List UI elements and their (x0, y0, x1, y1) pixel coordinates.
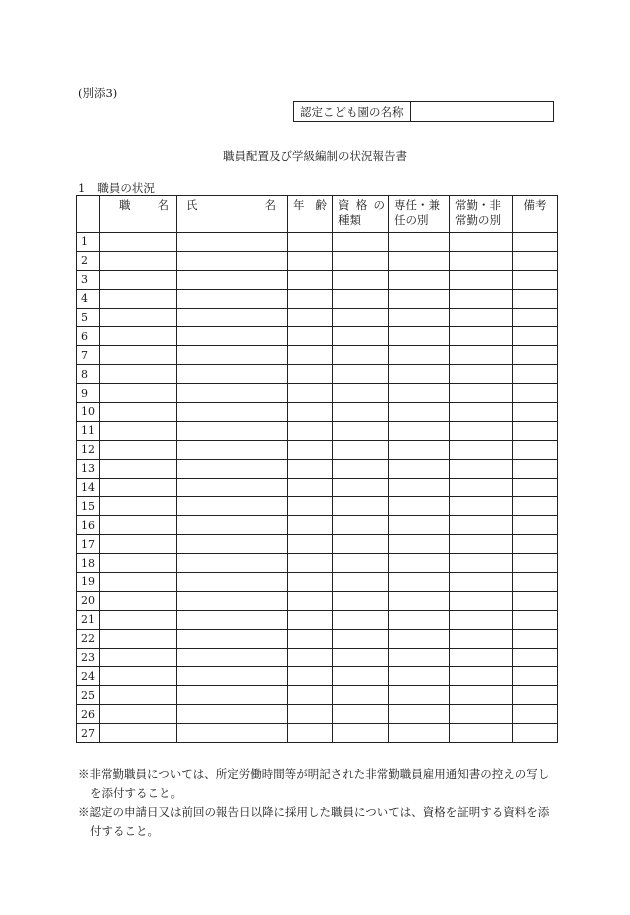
remarks-cell[interactable] (513, 573, 558, 592)
qualification-cell[interactable] (333, 270, 389, 289)
remarks-cell[interactable] (513, 270, 558, 289)
document-title: 職員配置及び学級編制の状況報告書 (223, 149, 407, 163)
table-row (77, 516, 558, 535)
position-cell[interactable] (100, 591, 177, 610)
fulltime-cell[interactable] (389, 667, 450, 686)
position-cell[interactable] (100, 705, 177, 724)
age-cell[interactable] (288, 591, 333, 610)
age-cell[interactable] (288, 573, 333, 592)
row-number: 6 (77, 327, 100, 346)
qualification-cell[interactable] (333, 686, 389, 705)
table-row (77, 478, 558, 497)
table-row (77, 497, 558, 516)
age-cell[interactable] (288, 308, 333, 327)
row-number: 22 (77, 629, 100, 648)
note-new-hires: ※認定の申請日又は前回の報告日以降に採用した職員については、資格を証明する資料を添付すること。 (78, 805, 550, 838)
qualification-cell[interactable] (333, 308, 389, 327)
table-row (77, 251, 558, 270)
name-cell[interactable] (177, 667, 288, 686)
remarks-cell[interactable] (513, 346, 558, 365)
fulltime-cell[interactable] (389, 648, 450, 667)
row-number: 19 (77, 573, 100, 592)
remarks-cell[interactable] (513, 365, 558, 384)
header-index (77, 196, 100, 233)
qualification-cell[interactable] (333, 648, 389, 667)
position-cell[interactable] (100, 610, 177, 629)
name-cell[interactable] (177, 440, 288, 459)
fulltime-cell[interactable] (389, 535, 450, 554)
fulltime-cell[interactable] (389, 308, 450, 327)
position-cell[interactable] (100, 384, 177, 403)
fulltime-cell[interactable] (389, 516, 450, 535)
table-row (77, 421, 558, 440)
section-title: 職員の状況 (97, 181, 155, 195)
qualification-cell[interactable] (333, 516, 389, 535)
name-cell[interactable] (177, 289, 288, 308)
row-number: 23 (77, 648, 100, 667)
qualification-cell[interactable] (333, 667, 389, 686)
row-number: 9 (77, 384, 100, 403)
qualification-cell[interactable] (333, 289, 389, 308)
section-number: 1 (78, 181, 86, 195)
fulltime-cell[interactable] (389, 629, 450, 648)
position-cell[interactable] (100, 648, 177, 667)
remarks-cell[interactable] (513, 440, 558, 459)
remarks-cell[interactable] (513, 686, 558, 705)
remarks-cell[interactable] (513, 251, 558, 270)
position-cell[interactable] (100, 667, 177, 686)
qualification-cell[interactable] (333, 459, 389, 478)
row-number: 14 (77, 478, 100, 497)
qualification-cell[interactable] (333, 573, 389, 592)
remarks-cell[interactable] (513, 610, 558, 629)
position-cell[interactable] (100, 686, 177, 705)
position-cell[interactable] (100, 573, 177, 592)
row-number: 13 (77, 459, 100, 478)
qualification-cell[interactable] (333, 724, 389, 743)
name-cell[interactable] (177, 497, 288, 516)
header-name: 氏 名 (177, 196, 288, 233)
name-cell[interactable] (177, 384, 288, 403)
table-row (77, 403, 558, 422)
table-row (77, 648, 558, 667)
remarks-cell[interactable] (513, 421, 558, 440)
age-cell[interactable] (288, 270, 333, 289)
position-cell[interactable] (100, 535, 177, 554)
remarks-cell[interactable] (513, 459, 558, 478)
age-cell[interactable] (288, 686, 333, 705)
regular-cell[interactable] (450, 648, 513, 667)
row-number: 25 (77, 686, 100, 705)
fulltime-cell[interactable] (389, 610, 450, 629)
fulltime-cell[interactable] (389, 421, 450, 440)
note-part-time: ※非常勤職員については、所定労働時間等が明記された非常勤職員雇用通知書の控えの写しを添付すること。 (78, 767, 550, 800)
regular-cell[interactable] (450, 554, 513, 573)
age-cell[interactable] (288, 459, 333, 478)
regular-cell[interactable] (450, 421, 513, 440)
age-cell[interactable] (288, 440, 333, 459)
position-cell[interactable] (100, 403, 177, 422)
fulltime-cell[interactable] (389, 724, 450, 743)
regular-cell[interactable] (450, 308, 513, 327)
regular-cell[interactable] (450, 516, 513, 535)
row-number: 10 (77, 403, 100, 422)
regular-cell[interactable] (450, 365, 513, 384)
age-cell[interactable] (288, 667, 333, 686)
name-cell[interactable] (177, 535, 288, 554)
table-row (77, 459, 558, 478)
row-number: 27 (77, 724, 100, 743)
fulltime-cell[interactable] (389, 289, 450, 308)
fulltime-cell[interactable] (389, 384, 450, 403)
row-number: 18 (77, 554, 100, 573)
position-cell[interactable] (100, 289, 177, 308)
row-number: 3 (77, 270, 100, 289)
row-number: 4 (77, 289, 100, 308)
notes (78, 765, 558, 841)
age-cell[interactable] (288, 705, 333, 724)
qualification-cell[interactable] (333, 365, 389, 384)
facility-name-value[interactable] (410, 102, 553, 122)
age-cell[interactable] (288, 327, 333, 346)
name-cell[interactable] (177, 516, 288, 535)
name-cell[interactable] (177, 327, 288, 346)
name-cell[interactable] (177, 365, 288, 384)
position-cell[interactable] (100, 233, 177, 252)
age-cell[interactable] (288, 251, 333, 270)
table-row (77, 573, 558, 592)
regular-cell[interactable] (450, 478, 513, 497)
fulltime-cell[interactable] (389, 327, 450, 346)
table-header-row (77, 196, 558, 233)
regular-cell[interactable] (450, 497, 513, 516)
table-row (77, 365, 558, 384)
header-age: 年 齢 (288, 196, 333, 233)
fulltime-cell[interactable] (389, 346, 450, 365)
row-number: 20 (77, 591, 100, 610)
row-number: 24 (77, 667, 100, 686)
table-row (77, 289, 558, 308)
age-cell[interactable] (288, 346, 333, 365)
qualification-cell[interactable] (333, 629, 389, 648)
table-row (77, 233, 558, 252)
name-cell[interactable] (177, 308, 288, 327)
position-cell[interactable] (100, 270, 177, 289)
regular-cell[interactable] (450, 403, 513, 422)
qualification-cell[interactable] (333, 403, 389, 422)
table-row (77, 346, 558, 365)
row-number: 1 (77, 233, 100, 252)
name-cell[interactable] (177, 403, 288, 422)
remarks-cell[interactable] (513, 327, 558, 346)
staff-table (76, 195, 558, 743)
name-cell[interactable] (177, 686, 288, 705)
name-cell[interactable] (177, 648, 288, 667)
regular-cell[interactable] (450, 610, 513, 629)
qualification-cell[interactable] (333, 610, 389, 629)
qualification-cell[interactable] (333, 251, 389, 270)
age-cell[interactable] (288, 384, 333, 403)
remarks-cell[interactable] (513, 478, 558, 497)
regular-cell[interactable] (450, 270, 513, 289)
age-cell[interactable] (288, 421, 333, 440)
row-number: 17 (77, 535, 100, 554)
remarks-cell[interactable] (513, 629, 558, 648)
table-row (77, 308, 558, 327)
name-cell[interactable] (177, 270, 288, 289)
position-cell[interactable] (100, 421, 177, 440)
facility-name-label: 認定こども園の名称 (294, 102, 411, 122)
regular-cell[interactable] (450, 705, 513, 724)
row-number: 7 (77, 346, 100, 365)
position-cell[interactable] (100, 516, 177, 535)
regular-cell[interactable] (450, 667, 513, 686)
qualification-cell[interactable] (333, 346, 389, 365)
row-number: 15 (77, 497, 100, 516)
header-regular: 常勤・非 常勤の別 (450, 196, 513, 233)
position-cell[interactable] (100, 308, 177, 327)
row-number: 5 (77, 308, 100, 327)
qualification-cell[interactable] (333, 421, 389, 440)
age-cell[interactable] (288, 403, 333, 422)
fulltime-cell[interactable] (389, 233, 450, 252)
table-row (77, 724, 558, 743)
qualification-cell[interactable] (333, 478, 389, 497)
name-cell[interactable] (177, 233, 288, 252)
remarks-cell[interactable] (513, 667, 558, 686)
qualification-cell[interactable] (333, 554, 389, 573)
name-cell[interactable] (177, 554, 288, 573)
position-cell[interactable] (100, 440, 177, 459)
table-row (77, 384, 558, 403)
regular-cell[interactable] (450, 573, 513, 592)
position-cell[interactable] (100, 346, 177, 365)
table-row (77, 629, 558, 648)
row-number: 12 (77, 440, 100, 459)
remarks-cell[interactable] (513, 403, 558, 422)
name-cell[interactable] (177, 591, 288, 610)
table-row (77, 610, 558, 629)
section-heading (78, 180, 155, 196)
header-remarks: 備考 (513, 196, 558, 233)
position-cell[interactable] (100, 327, 177, 346)
row-number: 2 (77, 251, 100, 270)
position-cell[interactable] (100, 365, 177, 384)
regular-cell[interactable] (450, 535, 513, 554)
table-row (77, 554, 558, 573)
age-cell[interactable] (288, 554, 333, 573)
regular-cell[interactable] (450, 384, 513, 403)
name-cell[interactable] (177, 629, 288, 648)
remarks-cell[interactable] (513, 384, 558, 403)
name-cell[interactable] (177, 705, 288, 724)
age-cell[interactable] (288, 610, 333, 629)
regular-cell[interactable] (450, 289, 513, 308)
regular-cell[interactable] (450, 686, 513, 705)
table-row (77, 440, 558, 459)
row-number: 11 (77, 421, 100, 440)
remarks-cell[interactable] (513, 535, 558, 554)
table-row (77, 591, 558, 610)
row-number: 26 (77, 705, 100, 724)
remarks-cell[interactable] (513, 591, 558, 610)
row-number: 21 (77, 610, 100, 629)
fulltime-cell[interactable] (389, 591, 450, 610)
fulltime-cell[interactable] (389, 478, 450, 497)
position-cell[interactable] (100, 554, 177, 573)
fulltime-cell[interactable] (389, 403, 450, 422)
age-cell[interactable] (288, 289, 333, 308)
table-row (77, 705, 558, 724)
header-fulltime: 専任・兼 任の別 (389, 196, 450, 233)
position-cell[interactable] (100, 251, 177, 270)
name-cell[interactable] (177, 610, 288, 629)
qualification-cell[interactable] (333, 327, 389, 346)
fulltime-cell[interactable] (389, 270, 450, 289)
position-cell[interactable] (100, 724, 177, 743)
table-row (77, 327, 558, 346)
age-cell[interactable] (288, 629, 333, 648)
header-qualification: 資 格 の 種類 (333, 196, 389, 233)
header-position: 職 名 (100, 196, 177, 233)
attachment-label: (別添3) (78, 86, 118, 100)
regular-cell[interactable] (450, 233, 513, 252)
facility-name-box (293, 101, 554, 122)
row-number: 8 (77, 365, 100, 384)
remarks-cell[interactable] (513, 308, 558, 327)
position-cell[interactable] (100, 629, 177, 648)
fulltime-cell[interactable] (389, 705, 450, 724)
regular-cell[interactable] (450, 346, 513, 365)
fulltime-cell[interactable] (389, 554, 450, 573)
name-cell[interactable] (177, 573, 288, 592)
fulltime-cell[interactable] (389, 686, 450, 705)
age-cell[interactable] (288, 516, 333, 535)
qualification-cell[interactable] (333, 705, 389, 724)
fulltime-cell[interactable] (389, 365, 450, 384)
age-cell[interactable] (288, 497, 333, 516)
remarks-cell[interactable] (513, 724, 558, 743)
qualification-cell[interactable] (333, 384, 389, 403)
age-cell[interactable] (288, 478, 333, 497)
fulltime-cell[interactable] (389, 573, 450, 592)
name-cell[interactable] (177, 346, 288, 365)
regular-cell[interactable] (450, 591, 513, 610)
regular-cell[interactable] (450, 724, 513, 743)
name-cell[interactable] (177, 421, 288, 440)
age-cell[interactable] (288, 724, 333, 743)
regular-cell[interactable] (450, 629, 513, 648)
remarks-cell[interactable] (513, 289, 558, 308)
remarks-cell[interactable] (513, 497, 558, 516)
age-cell[interactable] (288, 233, 333, 252)
row-number: 16 (77, 516, 100, 535)
name-cell[interactable] (177, 251, 288, 270)
qualification-cell[interactable] (333, 233, 389, 252)
regular-cell[interactable] (450, 327, 513, 346)
qualification-cell[interactable] (333, 535, 389, 554)
qualification-cell[interactable] (333, 591, 389, 610)
remarks-cell[interactable] (513, 516, 558, 535)
remarks-cell[interactable] (513, 705, 558, 724)
fulltime-cell[interactable] (389, 440, 450, 459)
qualification-cell[interactable] (333, 440, 389, 459)
qualification-cell[interactable] (333, 497, 389, 516)
position-cell[interactable] (100, 497, 177, 516)
age-cell[interactable] (288, 365, 333, 384)
remarks-cell[interactable] (513, 554, 558, 573)
table-row (77, 686, 558, 705)
name-cell[interactable] (177, 459, 288, 478)
regular-cell[interactable] (450, 251, 513, 270)
table-row (77, 667, 558, 686)
remarks-cell[interactable] (513, 648, 558, 667)
name-cell[interactable] (177, 724, 288, 743)
age-cell[interactable] (288, 648, 333, 667)
regular-cell[interactable] (450, 459, 513, 478)
fulltime-cell[interactable] (389, 251, 450, 270)
regular-cell[interactable] (450, 440, 513, 459)
fulltime-cell[interactable] (389, 459, 450, 478)
remarks-cell[interactable] (513, 233, 558, 252)
table-row (77, 535, 558, 554)
position-cell[interactable] (100, 459, 177, 478)
table-row (77, 270, 558, 289)
name-cell[interactable] (177, 478, 288, 497)
position-cell[interactable] (100, 478, 177, 497)
age-cell[interactable] (288, 535, 333, 554)
fulltime-cell[interactable] (389, 497, 450, 516)
